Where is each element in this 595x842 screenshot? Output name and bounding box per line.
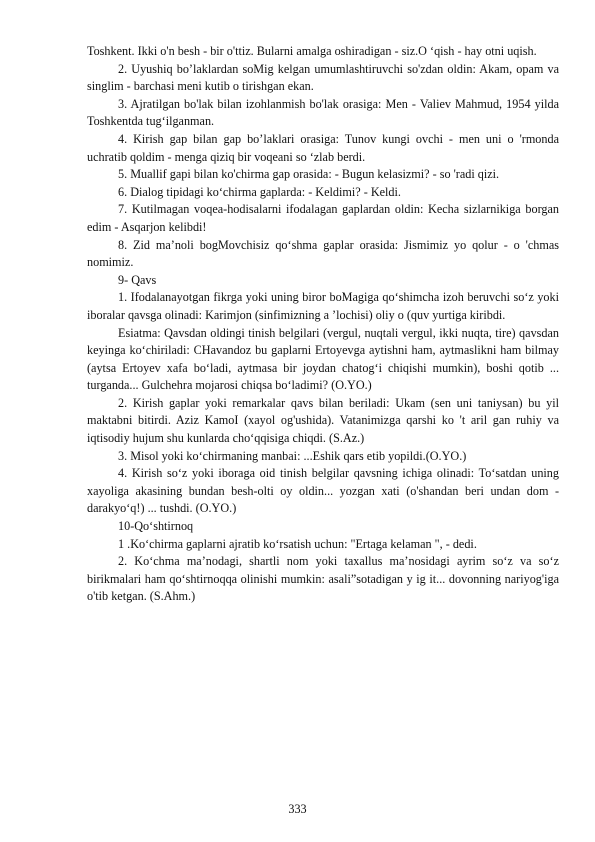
paragraph: 2. Ko‘chma ma’nodagi, shartli nom yoki taxallus ma’nosidagi ayrim so‘z va so‘z birikmalari ham qo‘shtirnoqqa olinishi mumkin: asali”sotadigan y ig it... dovonning nariyog'iga o'tib ketgan. (S.Ahm.) [87, 554, 559, 604]
paragraph: 10-Qo‘shtirnoq [118, 519, 194, 534]
paragraph: 1. Ifodalanayotgan fikrga yoki uning biror boMagiga qo‘shimcha izoh beruvchi so‘z yoki iboralar qavsga olinadi: Karimjon (sinfimizning a ’lochisi) oliy o (quv yurtiga kiribdi. [87, 290, 559, 322]
paragraph: 2. Uyushiq bo’laklardan soMig kelgan umumlashtiruvchi so'zdan oldin: Akam, opam va singlim - barchasi meni kutib o tirishgan ekan. [87, 61, 559, 94]
paragraph: 3. Ajratilgan bo'lak bilan izohlanmish bo'lak orasiga: Men - Valiev Mahmud, 1954 yilda Toshkentda tug‘ilganman. [87, 96, 559, 129]
paragraph: 7. Kutilmagan voqea-hodisalarni ifodalagan gaplardan oldin: Kecha sizlarnikiga borgan edim - Asqarjon kelibdi! [87, 202, 559, 234]
paragraph: 1 .Ko‘chirma gaplarni ajratib ko‘rsatish uchun: "Ertaga kelaman ", - dedi. [118, 536, 477, 551]
paragraph: 3. Misol yoki ko‘chirmaning manbai: ...Eshik qars etib yopildi.(O.YO.) [118, 448, 467, 463]
paragraph: 4. Kirish gap bilan gap bo’laklari orasiga: Tunov kungi ovchi - men uni o 'rmonda uchratib qoldim - menga qiziq bir voqeani so ‘zlab berdi. [87, 131, 559, 164]
paragraph: Toshkent. Ikki o'n besh - bir o'ttiz. Bularni amalga oshiradigan - siz.O ‘qish - hay otni uqish. [87, 44, 537, 58]
paragraph: 4. Kirish so‘z yoki iboraga oid tinish belgilar qavsning ichiga olinadi: To‘satdan uning xayoliga akasining bundan besh-olti oy oldin... yozgan xati (o'shandan beri undan dom -darakyo‘q!) ... tushdi. (O.YO.) [87, 466, 559, 516]
paragraph: 5. Muallif gapi bilan ko'chirma gap orasida: - Bugun kelasizmi? - so 'radi qizi. [118, 167, 500, 182]
paragraph: 9- Qavs [118, 272, 157, 287]
paragraph: 2. Kirish gaplar yoki remarkalar qavs bilan beriladi: Ukam (sen uni taniysan) bu yil maktabni bitirdi. Aziz KamoI (xayol og'ushida). Vatanimizga qarshi ko 't aril gan ruhiy va iqtisodiy hujum shu kunlarda cho‘qqisiga chiqdi. (S.Az.) [87, 395, 559, 446]
paragraph: 8. Zid ma’noli bogMovchisiz qo‘shma gaplar orasida: Jismimiz yo qolur - o 'chmas nomimiz. [87, 237, 559, 270]
document-body [87, 43, 559, 606]
page-number: 333 [288, 802, 307, 816]
paragraph: 6. Dialog tipidagi ko‘chirma gaplarda: - Keldimi? - Keldi. [118, 184, 401, 199]
paragraph: Esiatma: Qavsdan oldingi tinish belgilari (vergul, nuqtali vergul, ikki nuqta, tire) qavsdan keyinga ko‘chiriladi: CHavandoz bu gaplarni Ertoyevga aytishni ham, aytmaslikni ham bilmay (aytsa Ertoyev xafa bo‘ladi, aytmasa bir joydan chatog‘i chiqishi mumkin), boshi qotib ... turganda... Gulchehra mojarosi chiqsa bo‘ladimi? (O.YO.) [87, 325, 559, 393]
